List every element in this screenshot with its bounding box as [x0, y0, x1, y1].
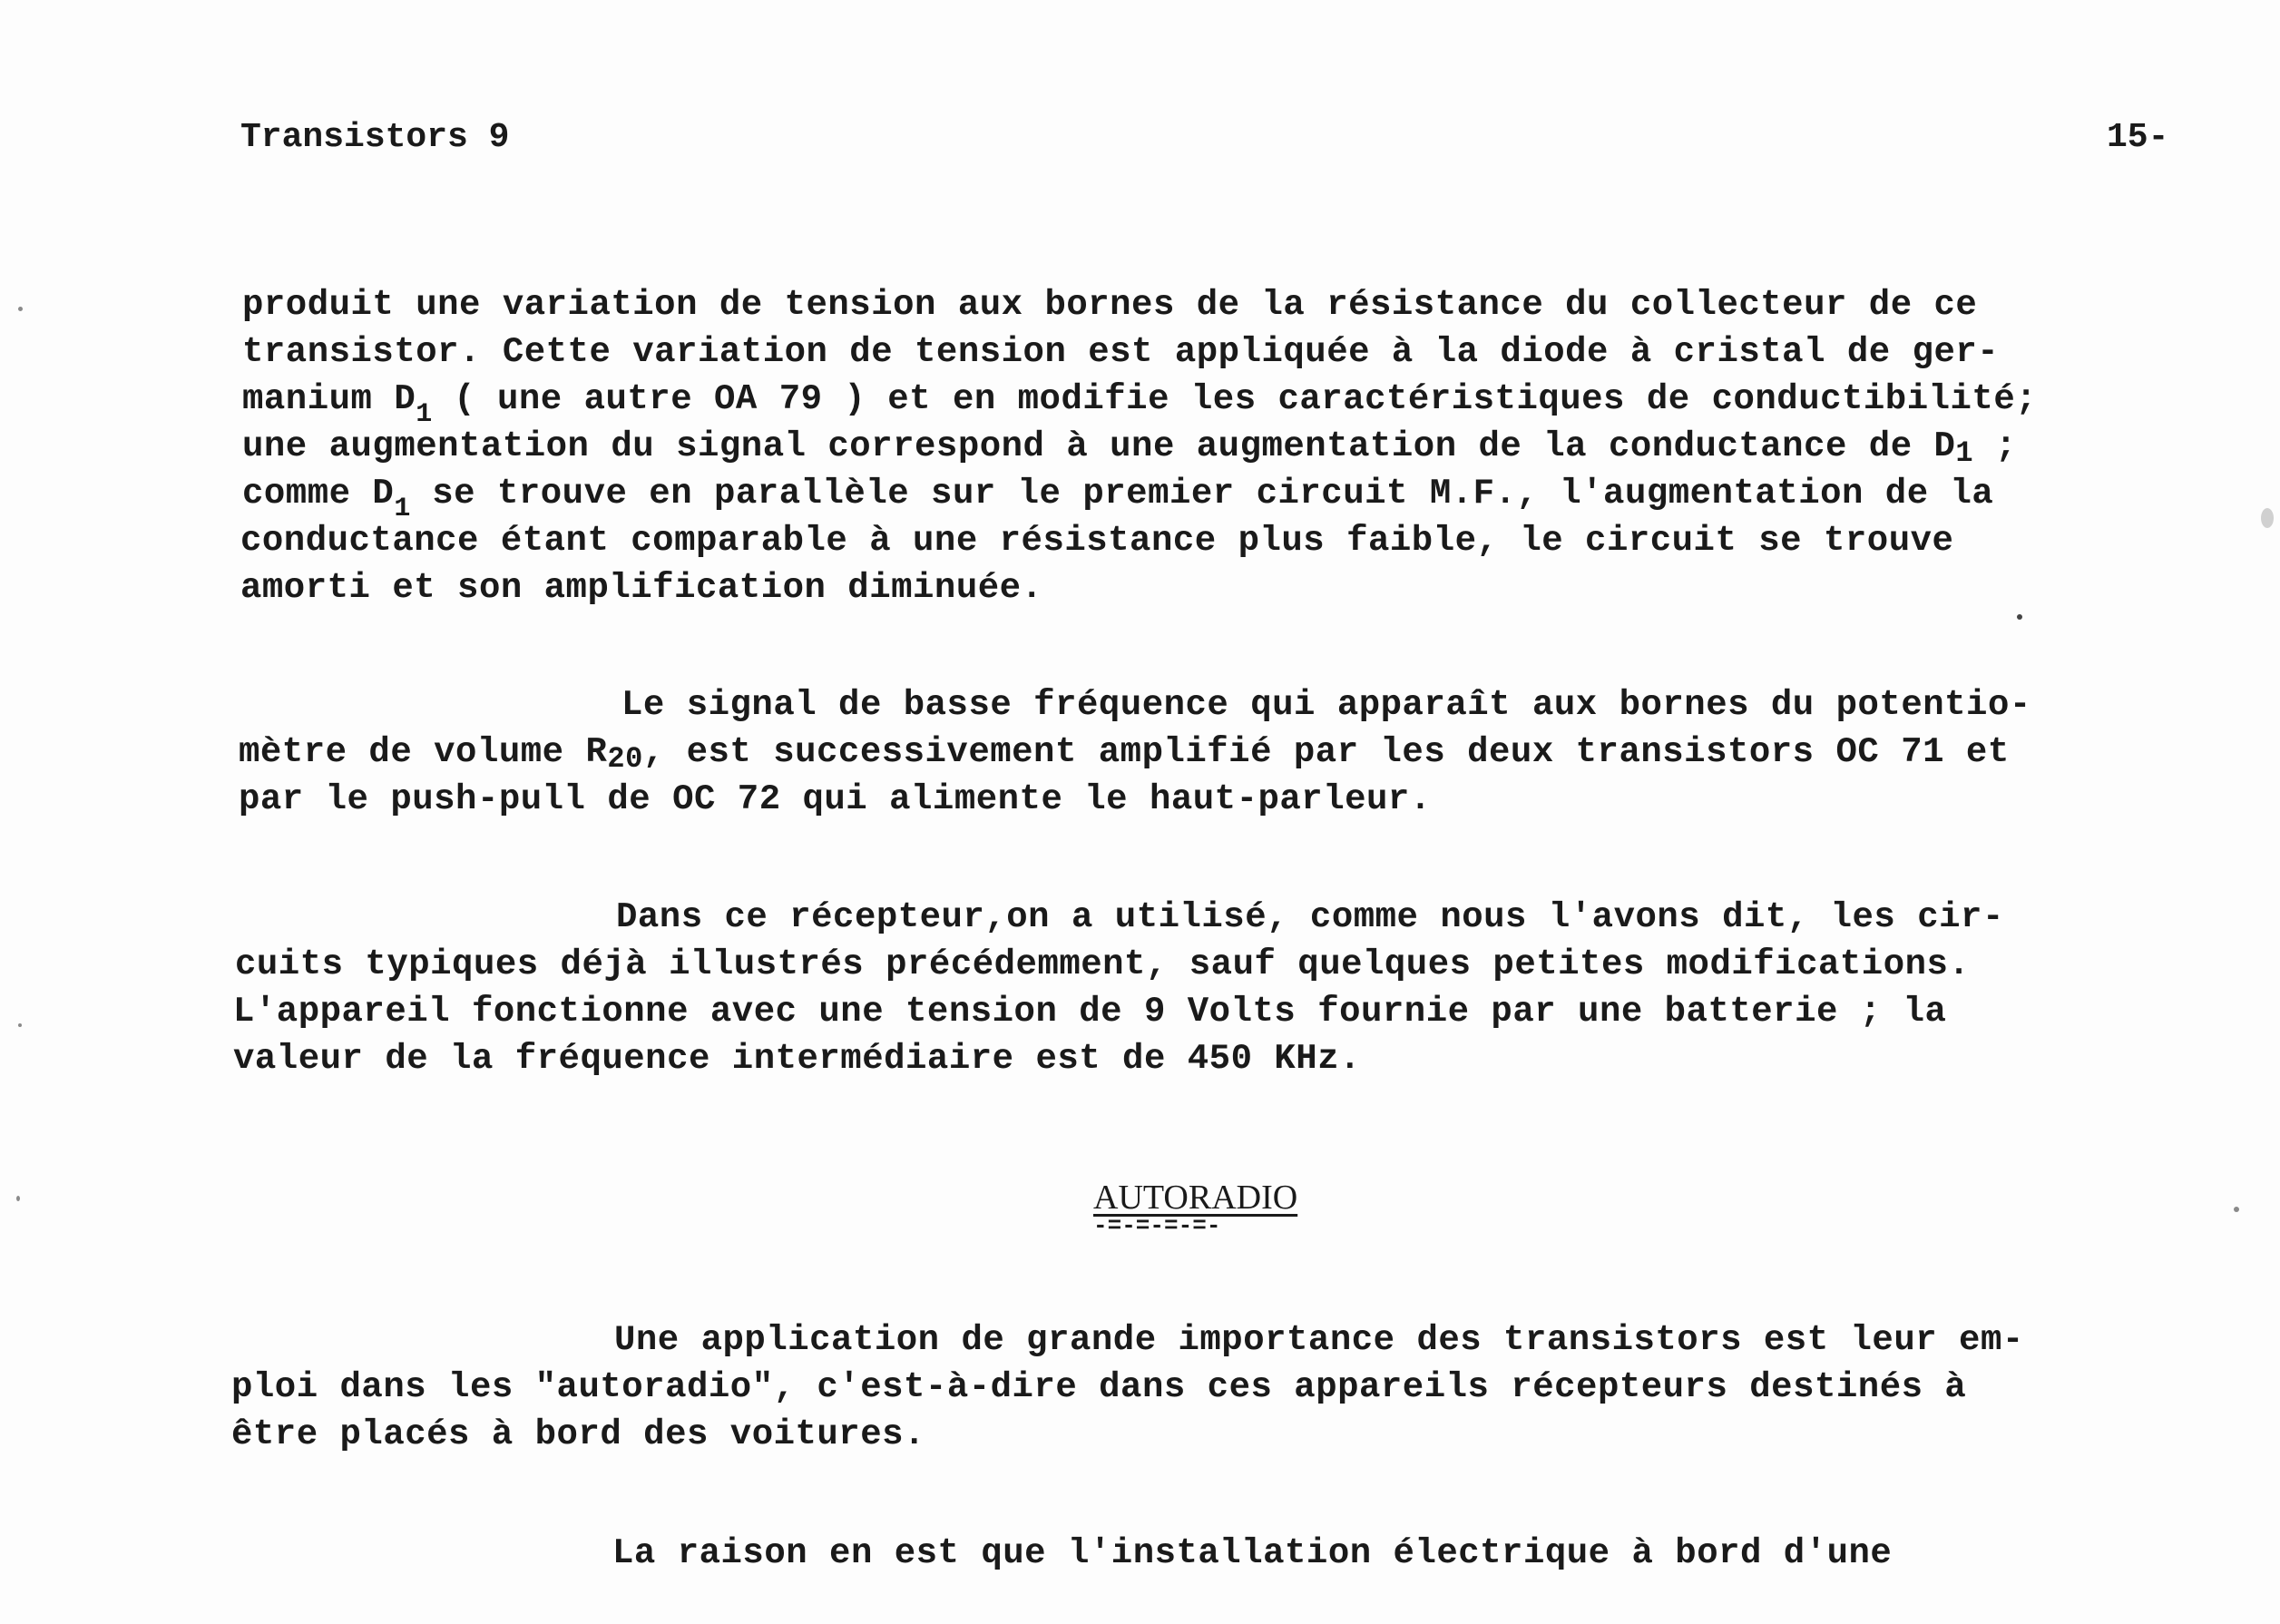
paragraph-1-line-1: produit une variation de tension aux bornes de la résistance du collecteur de ce	[242, 285, 1978, 325]
line-text: se trouve en parallèle sur le premier circuit M.F., l'augmentation de la	[410, 474, 1994, 514]
paragraph-5-line-1: La raison en est que l'installation électrique à bord d'une	[612, 1533, 1893, 1573]
subscript: 1	[416, 399, 433, 430]
paragraph-3-line-1: Dans ce récepteur,on a utilisé, comme nous l'avons dit, les cir-	[616, 897, 2004, 937]
paragraph-3-line-2: cuits typiques déjà illustrés précédemment, sauf quelques petites modifications.	[235, 944, 1971, 984]
running-header: Transistors 9	[240, 118, 510, 157]
section-heading: AUTORADIO	[1093, 1179, 1298, 1217]
line-text: ( une autre OA 79 ) et en modifie les caractéristiques de conductibilité;	[432, 379, 2038, 419]
scan-speck	[2234, 1207, 2239, 1212]
scan-speck	[2261, 508, 2274, 528]
scan-speck	[16, 1196, 20, 1201]
paragraph-1-line-6: conductance étant comparable à une résistance plus faible, le circuit se trouve	[240, 521, 1954, 561]
paragraph-4-line-1: Une application de grande importance des transistors est leur em-	[614, 1320, 2024, 1360]
page-number: 15-	[2107, 118, 2169, 157]
line-text: mètre de volume R	[239, 732, 608, 772]
subscript: 20	[607, 742, 643, 776]
paragraph-1-line-5	[242, 474, 1994, 524]
scan-speck	[18, 307, 23, 311]
paragraph-1-line-3	[242, 379, 2038, 430]
paragraph-2-line-3: par le push-pull de OC 72 qui alimente le haut-parleur.	[239, 779, 1432, 819]
paragraph-3-line-3: L'appareil fonctionne avec une tension de 9 Volts fournie par une batterie ; la	[233, 992, 1947, 1032]
scan-speck	[2017, 614, 2022, 620]
paragraph-4-line-2: ploi dans les "autoradio", c'est-à-dire dans ces appareils récepteurs destinés à	[231, 1367, 1967, 1407]
subscript: 1	[1955, 436, 1974, 470]
paragraph-2-line-2	[239, 732, 2010, 776]
paragraph-1-line-2: transistor. Cette variation de tension est appliquée à la diode à cristal de ger-	[242, 332, 2000, 372]
section-heading-decoration: -=-=-=-=-	[1093, 1212, 1221, 1239]
paragraph-1-line-4	[242, 426, 2017, 470]
paragraph-1-line-7: amorti et son amplification diminuée.	[240, 568, 1043, 608]
line-text: ;	[1973, 426, 2017, 466]
line-text: , est successivement amplifié par les deux transistors OC 71 et	[642, 732, 2010, 772]
paragraph-4-line-3: être placés à bord des voitures.	[231, 1414, 925, 1454]
line-text: une augmentation du signal correspond à une augmentation de la conductance de D	[242, 426, 1956, 466]
line-text: manium D	[242, 379, 416, 419]
paragraph-3-line-4: valeur de la fréquence intermédiaire est de 450 KHz.	[233, 1039, 1361, 1079]
line-text: comme D	[242, 474, 395, 514]
subscript: 1	[394, 494, 411, 524]
paragraph-2-line-1: Le signal de basse fréquence qui apparaît aux bornes du potentio-	[621, 685, 2031, 725]
scan-speck	[18, 1023, 22, 1027]
